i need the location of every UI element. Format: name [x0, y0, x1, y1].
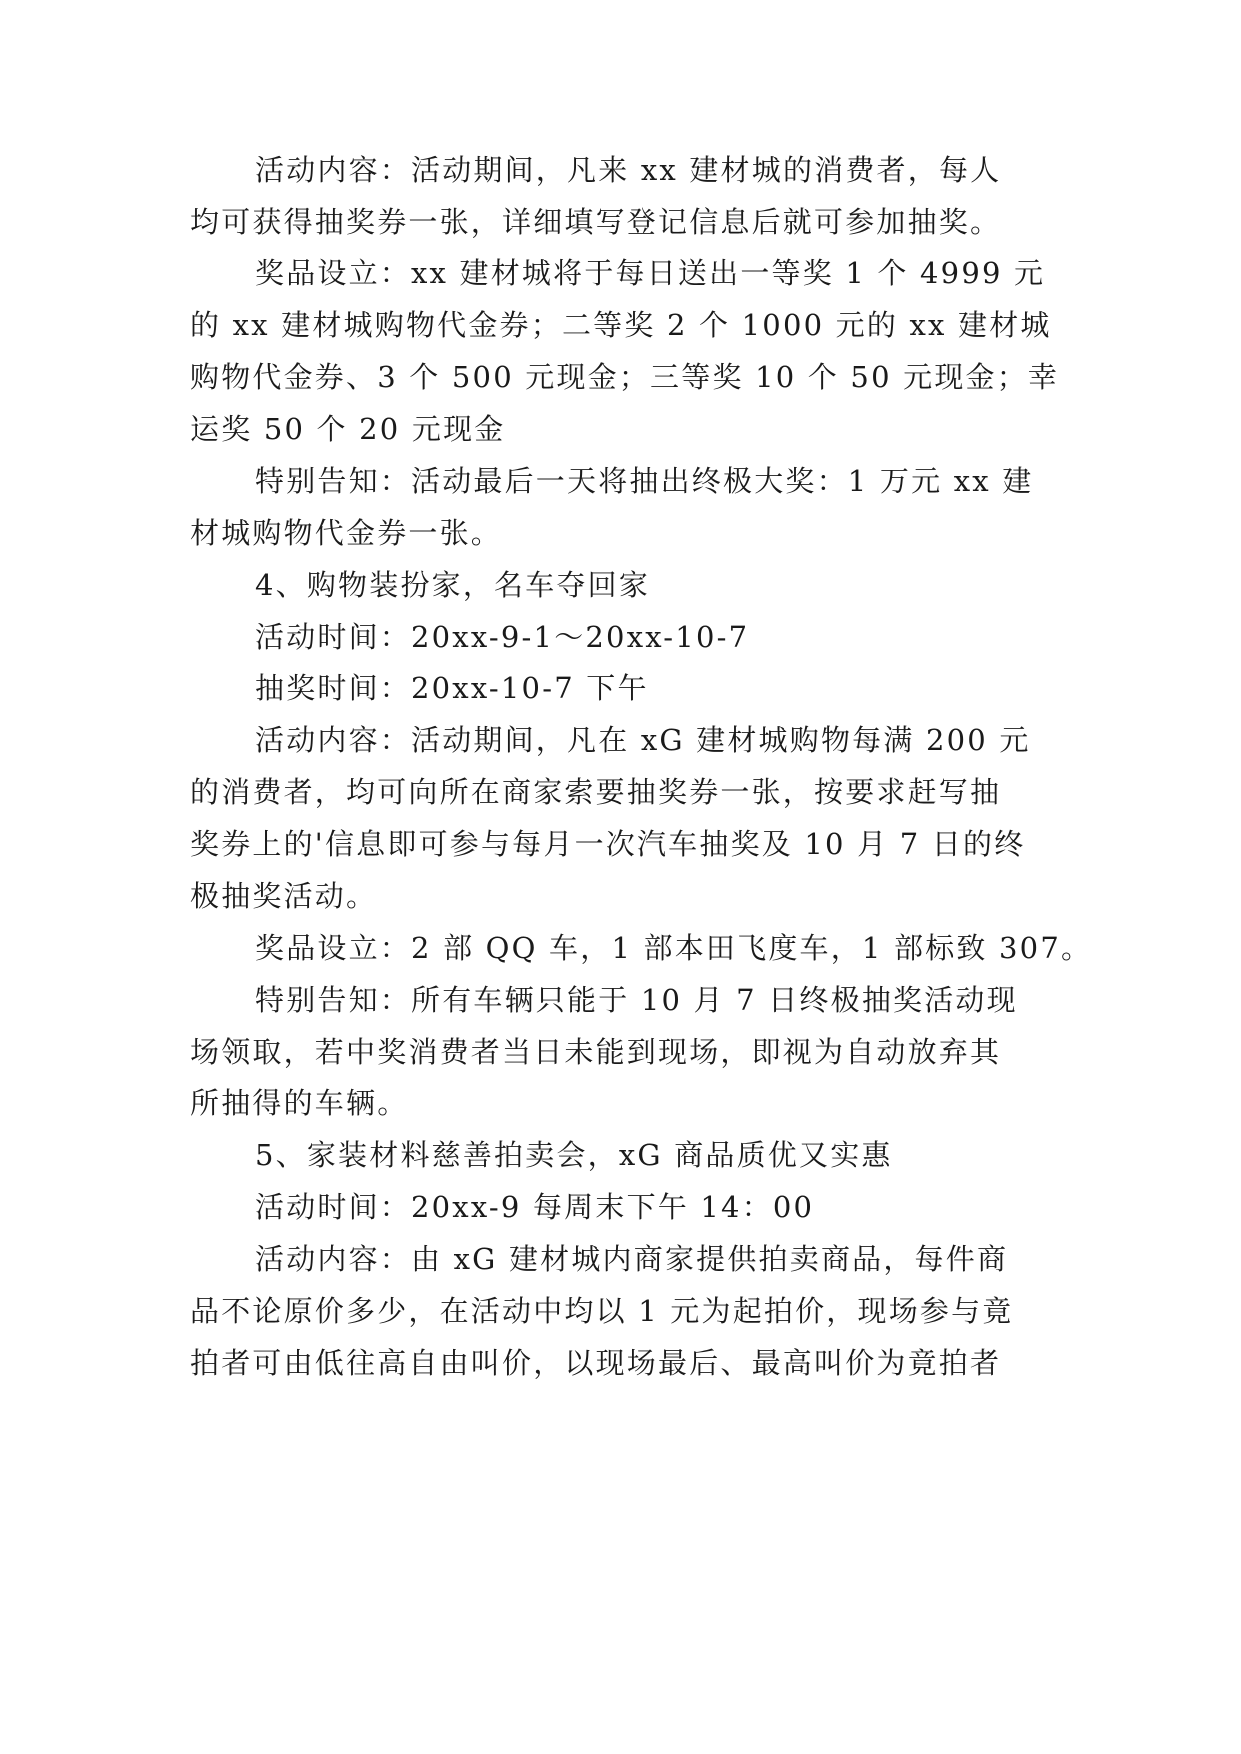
section-heading: 4、购物装扮家，名车夺回家 — [255, 568, 651, 602]
paragraph-line: 运奖 50 个 20 元现金 — [190, 412, 506, 446]
paragraph-line: 活动内容：活动期间，凡来 xx 建材城的消费者，每人 — [255, 153, 1002, 187]
paragraph-line: 特别告知：活动最后一天将抽出终极大奖：1 万元 xx 建 — [255, 464, 1034, 498]
paragraph-line: 拍者可由低往高自由叫价，以现场最后、最高叫价为竟拍者 — [190, 1346, 1002, 1380]
paragraph-line: 极抽奖活动。 — [190, 879, 378, 913]
section-heading: 5、家装材料慈善拍卖会，xG 商品质优又实惠 — [255, 1138, 893, 1172]
paragraph-line: 活动时间：20xx-9-1～20xx-10-7 — [255, 620, 750, 654]
paragraph-line: 抽奖时间：20xx-10-7 下午 — [255, 671, 649, 705]
paragraph-line: 材城购物代金券一张。 — [190, 516, 503, 550]
paragraph-line: 特别告知：所有车辆只能于 10 月 7 日终极抽奖活动现 — [255, 983, 1018, 1017]
paragraph-line: 均可获得抽奖券一张，详细填写登记信息后就可参加抽奖。 — [190, 205, 1002, 239]
paragraph-line: 活动内容：由 xG 建材城内商家提供拍卖商品，每件商 — [255, 1242, 1009, 1276]
paragraph-line: 奖品设立：xx 建材城将于每日送出一等奖 1 个 4999 元 — [255, 256, 1046, 290]
paragraph-line: 的消费者，均可向所在商家索要抽奖券一张，按要求赶写抽 — [190, 775, 1002, 809]
paragraph-line: 奖券上的'信息即可参与每月一次汽车抽奖及 10 月 7 日的终 — [190, 827, 1026, 861]
paragraph-line: 的 xx 建材城购物代金券；二等奖 2 个 1000 元的 xx 建材城 — [190, 308, 1052, 342]
paragraph-line: 场领取，若中奖消费者当日未能到现场，即视为自动放弃其 — [190, 1035, 1002, 1069]
paragraph-line: 奖品设立：2 部 QQ 车，1 部本田飞度车，1 部标致 307。 — [255, 931, 1093, 965]
paragraph-line: 购物代金券、3 个 500 元现金；三等奖 10 个 50 元现金；幸 — [190, 360, 1060, 394]
paragraph-line: 品不论原价多少，在活动中均以 1 元为起拍价，现场参与竟 — [190, 1294, 1014, 1328]
paragraph-line: 所抽得的车辆。 — [190, 1086, 409, 1120]
paragraph-line: 活动内容：活动期间，凡在 xG 建材城购物每满 200 元 — [255, 723, 1031, 757]
paragraph-line: 活动时间：20xx-9 每周末下午 14：00 — [255, 1190, 815, 1224]
